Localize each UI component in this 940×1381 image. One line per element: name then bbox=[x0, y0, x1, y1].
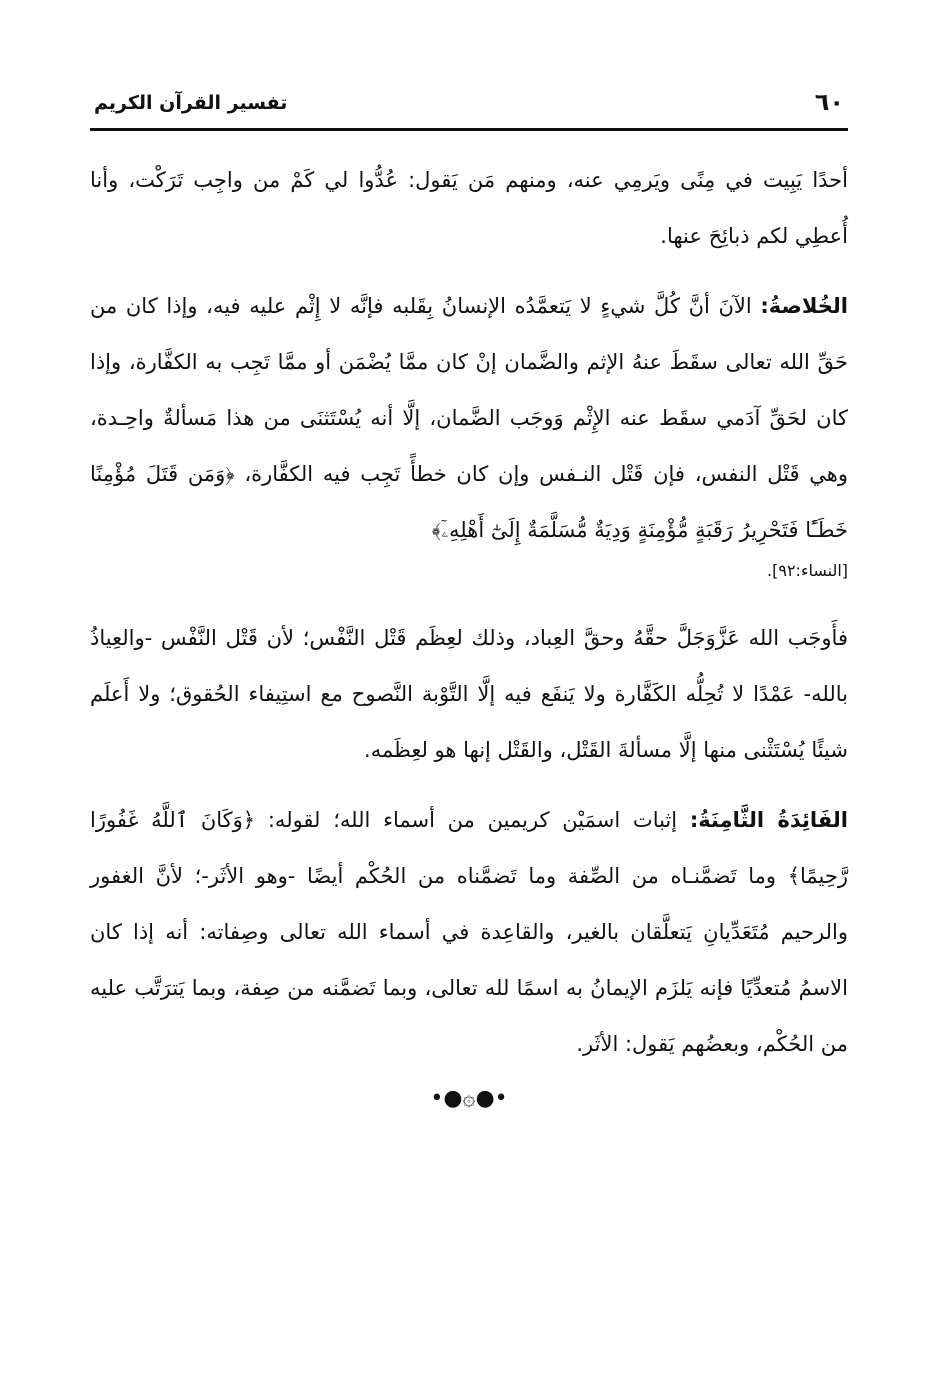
page bbox=[90, 84, 849, 1111]
paragraph-heading: الفَائِدَةُ الثَّامِنَةُ: bbox=[689, 808, 848, 832]
paragraph-1 bbox=[90, 152, 848, 264]
book-title: تفسير القرآن الكريم bbox=[94, 92, 288, 114]
paragraph-heading: الخُلاصةُ: bbox=[760, 294, 848, 318]
paragraph-text: الآنَ أنَّ كُلَّ شيءٍ لا يَتعمَّدُه الإنسانُ بِقَلبه فإنَّه لا إِثْم عليه فيه، وإذا كان من حَقِّ الله تعالى سقَطَ عنهُ الإثم والضَّمان إنْ كان ممَّا يُضْمَن أو ممَّا تَجِب به الكفَّارة، وإذا كان لحَقِّ آدَمي سقَط عنه الإِثْم وَوجَب الضَّمان، إلَّا أنه يُسْتَثنَى من هذا مَسألةٌ واحِـدة، وهي قَتْل النفس، فإن قَتْل النـفس وإن كان خطأً تَجِب فيه الكفَّارة، bbox=[90, 294, 849, 486]
paragraph-3 bbox=[90, 610, 848, 778]
paragraph-4 bbox=[90, 792, 848, 1072]
paragraph-text-continued: وما تَضمَّنـاه من الصِّفة وما تَضمَّناه من الحُكْم أيضًا -وهو الأثَر-؛ لأنَّ الغفور والرحيم مُتَعَدِّيانِ يَتعلَّقان بالغير، والقاعِدة في أسماء الله تعالى وصِفاته: أنه إذا كان الاسمُ مُتعدِّيًا فإنه يَلزَم الإيمانُ به اسمًا لله تعالى، وبما تَضمَّنه من صِفة، وبما يَترَتَّب عليه من الحُكْم، وبعضُهم يَقول: الأثَر. bbox=[90, 864, 848, 1056]
page-number: ٦٠ bbox=[814, 88, 844, 116]
page-body bbox=[90, 152, 848, 1111]
section-end-ornament: •●۞●• bbox=[430, 1086, 508, 1111]
paragraph-text: إثبات اسمَيْن كريمين من أسماء الله؛ لقوله: bbox=[255, 808, 690, 832]
paragraph-text: أحدًا يَبِيت في مِنًى ويَرمِي عنه، ومنهم مَن يَقول: عُدُّوا لي كَمْ من واجِب تَرَكْت، وأنا أُعطِي لكم ذبائِحَ عنها. bbox=[90, 168, 848, 248]
verse-citation: [النساء:٩٢]. bbox=[767, 561, 848, 580]
paragraph-text: فأَوجَب الله عَزَّوَجَلَّ حقَّهُ وحقَّ العِباد، وذلك لعِظَم قَتْل النَّفْس؛ لأن قَتْل النَّفْس -والعِياذُ بالله- عَمْدًا لا تُحِلُّه الكَفَّارة ولا يَنفَع فيه إلَّا التَّوْبة النَّصوح مع استِيفاء الحُقوق؛ ولا أَعلَم شيئًا يُسْتَثْنى منها إلَّا مسألةَ القَتْل، والقَتْل إنها هو لعِظَمه. bbox=[90, 626, 848, 762]
quran-verse: ﴿وَكَانَ ٱللَّهُ غَفُورًا رَّحِيمًا﴾ bbox=[90, 808, 848, 888]
quran-verse: ﴿وَمَن قَتَلَ مُؤْمِنًا خَطَـًٔا فَتَحْرِيرُ رَقَبَةٍ مُّؤْمِنَةٍ وَدِيَةٌ مُّسَلَّمَةٌ إِلَىٰٓ أَهْلِهِۦٓ﴾ bbox=[90, 462, 848, 542]
page-header bbox=[90, 84, 848, 131]
paragraph-2 bbox=[90, 278, 848, 558]
